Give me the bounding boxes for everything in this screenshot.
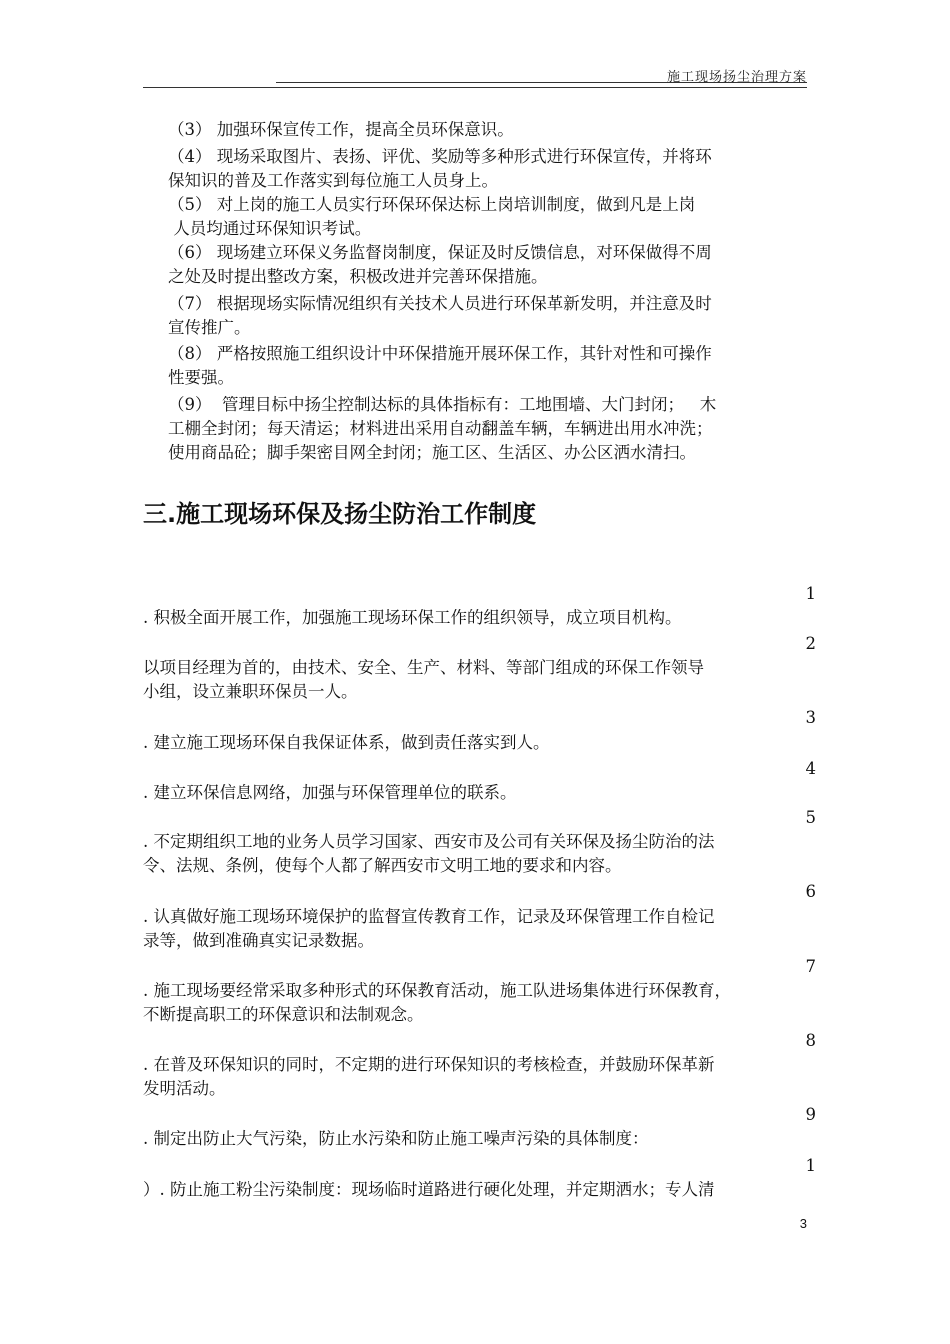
list-item-line: （5） 对上岗的施工人员实行环保环保达标上岗培训制度，做到凡是上岗 <box>168 195 696 214</box>
rule-line: 发明活动。 <box>143 1079 226 1098</box>
rule-line: . 建立施工现场环保自我保证体系，做到责任落实到人。 <box>143 733 550 752</box>
rule-line: 小组，设立兼职环保员一人。 <box>143 682 358 701</box>
list-item-line: 工棚全封闭；每天清运；材料进出采用自动翻盖车辆，车辆进出用水冲洗； <box>168 419 713 438</box>
list-item-6 <box>168 241 818 289</box>
rule-number: 3 <box>805 708 816 727</box>
rule-number: 4 <box>805 759 816 778</box>
rule-line: . 建立环保信息网络，加强与环保管理单位的联系。 <box>143 783 517 802</box>
rule-line: 不断提高职工的环保意识和法制观念。 <box>143 1005 424 1024</box>
list-item-line: （9） 管理目标中扬尘控制达标的具体指标有：工地围墙、大门封闭； 木 <box>168 395 717 414</box>
header-rule-thick <box>276 82 807 83</box>
list-item-line: （7） 根据现场实际情况组织有关技术人员进行环保革新发明，并注意及时 <box>168 294 712 313</box>
rule-paragraph <box>143 979 813 1027</box>
rule-paragraph <box>143 1178 813 1202</box>
list-item-5 <box>168 193 818 241</box>
list-item-7 <box>168 292 818 340</box>
rule-line: . 认真做好施工现场环境保护的监督宣传教育工作，记录及环保管理工作自检记 <box>143 907 715 926</box>
rule-paragraph <box>143 905 813 953</box>
list-item-line: （3） 加强环保宣传工作，提高全员环保意识。 <box>168 120 514 139</box>
rule-paragraph <box>143 731 813 755</box>
list-item-line: 之处及时提出整改方案，积极改进并完善环保措施。 <box>168 267 548 286</box>
list-item-line: （6） 现场建立环保义务监督岗制度，保证及时反馈信息，对环保做得不周 <box>168 243 712 262</box>
rule-line: 录等，做到准确真实记录数据。 <box>143 931 374 950</box>
section-heading: 三.施工现场环保及扬尘防治工作制度 <box>143 500 537 528</box>
list-item-line: （4） 现场采取图片、表扬、评优、奖励等多种形式进行环保宣传，并将环 <box>168 147 712 166</box>
list-item-3 <box>168 118 818 142</box>
list-item-line: 宣传推广。 <box>168 318 251 337</box>
rule-line: 以项目经理为首的，由技术、安全、生产、材料、等部门组成的环保工作领导 <box>143 658 704 677</box>
list-item-9 <box>168 393 818 465</box>
list-item-line: （8） 严格按照施工组织设计中环保措施开展环保工作，其针对性和可操作 <box>168 344 712 363</box>
header-rule-thin <box>143 87 807 88</box>
rule-paragraph <box>143 1127 813 1151</box>
rule-line: . 积极全面开展工作，加强施工现场环保工作的组织领导，成立项目机构。 <box>143 608 682 627</box>
rule-number: 2 <box>805 634 816 653</box>
rule-line: ）. 防止施工粉尘污染制度：现场临时道路进行硬化处理，并定期洒水；专人清 <box>143 1180 715 1199</box>
running-header-title: 施工现场扬尘治理方案 <box>666 70 807 85</box>
rule-line: . 在普及环保知识的同时，不定期的进行环保知识的考核检查，并鼓励环保革新 <box>143 1055 715 1074</box>
rule-paragraph <box>143 1053 813 1101</box>
rule-number: 1 <box>805 1156 816 1175</box>
list-item-4 <box>168 145 818 193</box>
list-item-line: 性要强。 <box>168 368 234 387</box>
rule-number: 5 <box>805 808 816 827</box>
rule-paragraph <box>143 656 813 704</box>
rule-paragraph <box>143 781 813 805</box>
rule-paragraph <box>143 606 813 630</box>
rule-line: . 制定出防止大气污染，防止水污染和防止施工噪声污染的具体制度： <box>143 1129 649 1148</box>
rule-line: . 施工现场要经常采取多种形式的环保教育活动，施工队进场集体进行环保教育， <box>143 981 731 1000</box>
rule-number: 6 <box>805 882 816 901</box>
rule-line: . 不定期组织工地的业务人员学习国家、西安市及公司有关环保及扬尘防治的法 <box>143 832 715 851</box>
rule-number: 9 <box>805 1105 816 1124</box>
rule-paragraph <box>143 830 813 878</box>
rule-line: 令、法规、条例，使每个人都了解西安市文明工地的要求和内容。 <box>143 856 622 875</box>
list-item-line: 保知识的普及工作落实到每位施工人员身上。 <box>168 171 498 190</box>
page-number: 3 <box>799 1216 807 1231</box>
list-item-line: 使用商品砼；脚手架密目网全封闭；施工区、生活区、办公区洒水清扫。 <box>168 443 696 462</box>
rule-number: 7 <box>805 957 816 976</box>
rule-number: 8 <box>805 1031 816 1050</box>
list-item-8 <box>168 342 818 390</box>
list-item-line: 人员均通过环保知识考试。 <box>168 219 372 238</box>
rule-number: 1 <box>805 584 816 603</box>
